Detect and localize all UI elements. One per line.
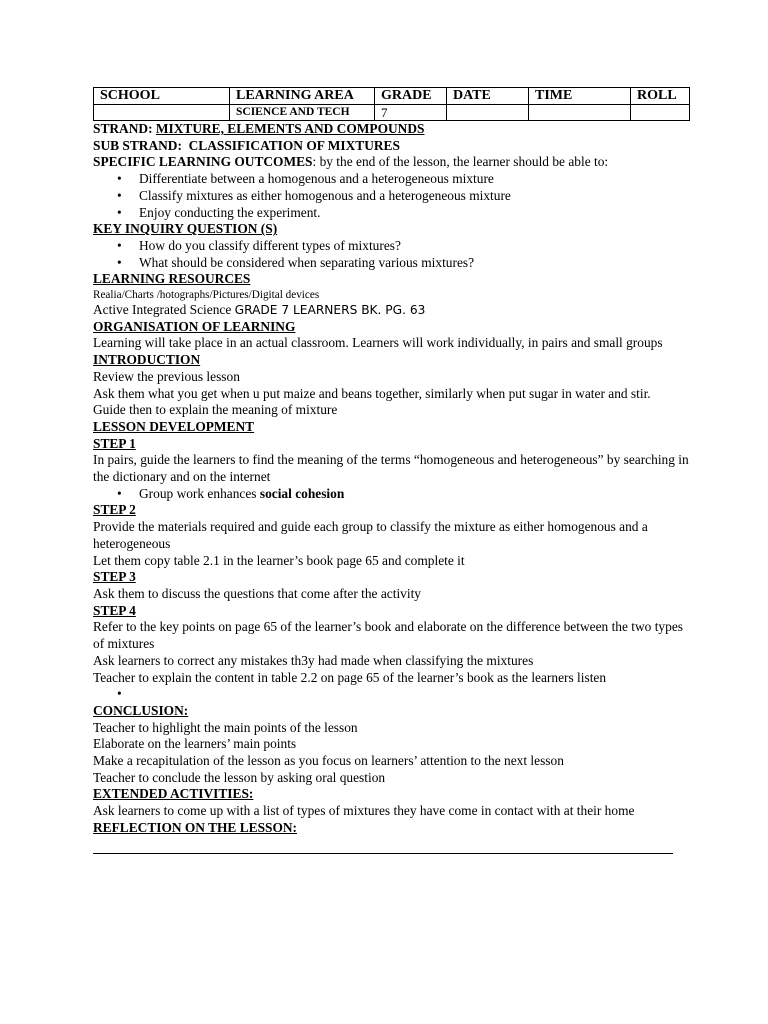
extended-text: Ask learners to come up with a list of types of mixtures they have come in contact with at their home [93,803,635,819]
step-1-heading: STEP 1 [93,435,136,451]
list-item: • Classify mixtures as either homogenous and a heterogeneous mixture [139,188,691,205]
step-2-line: Provide the materials required and guide each group to classify the mixture as either homogenous and a heterogeneous [93,519,648,551]
introduction-line: Guide then to explain the meaning of mixture [93,402,338,418]
step-4-line: Ask learners to correct any mistakes th3y had made when classifying the mixtures [93,652,534,668]
list-item: • How do you classify different types of mixtures? [139,238,691,255]
strand-value: MIXTURE, ELEMENTS AND COMPOUNDS [155,121,425,136]
step-4-heading: STEP 4 [93,602,136,618]
list-item: • Differentiate between a homogenous and a heterogeneous mixture [139,171,691,188]
empty-bullet-list [93,686,691,703]
reflection-answer-line [93,837,673,854]
strand-line: STRAND: MIXTURE, ELEMENTS AND COMPOUNDS [93,121,425,136]
outcomes-intro [93,154,691,171]
outcomes-intro-text: : by the end of the lesson, the learner should be able to: [312,154,609,170]
col-learning-area: LEARNING AREA [230,88,375,105]
bullet-text: Group work enhances [139,485,260,501]
outcomes-label: SPECIFIC LEARNING OUTCOMES [93,154,313,170]
col-roll: ROLL [631,88,690,105]
step-2-line: Let them copy table 2.1 in the learner’s book page 65 and complete it [93,552,465,568]
step-3-text: Ask them to discuss the questions that come after the activity [93,585,421,601]
organisation-text: Learning will take place in an actual classroom. Learners will work individually, in pairs and small groups [93,335,663,351]
conclusion-line: Elaborate on the learners’ main points [93,736,297,752]
key-inquiry-list [93,238,691,271]
val-date [447,105,529,121]
val-learning-area: SCIENCE AND TECH [230,105,375,121]
introduction-line: Ask them what you get when u put maize and beans together, similarly when put sugar in water and stir. [93,385,651,401]
col-school: SCHOOL [94,88,230,105]
conclusion-line: Teacher to highlight the main points of the lesson [93,719,358,735]
sub-strand-line: SUB STRAND: CLASSIFICATION OF MIXTURES [93,137,400,153]
val-roll [631,105,690,121]
resources-line-2 [93,302,691,319]
key-inquiry-heading: KEY INQUIRY QUESTION (S) [93,221,278,237]
conclusion-line: Make a recapitulation of the lesson as you focus on learners’ attention to the next lesson [93,753,564,769]
list-item [139,686,691,703]
list-item: • Enjoy conducting the experiment. [139,205,691,222]
val-grade: 7 [375,105,447,121]
step-1-list [93,486,691,503]
conclusion-heading: CONCLUSION: [93,702,189,718]
resources-book-ref: GRADE 7 LEARNERS BK. PG. 63 [234,303,426,318]
sub-strand-value: CLASSIFICATION OF MIXTURES [188,137,400,153]
development-heading: LESSON DEVELOPMENT [93,418,255,434]
resources-heading: LEARNING RESOURCES [93,271,251,287]
sub-strand-label: SUB STRAND [93,137,178,153]
list-item [139,486,691,503]
step-2-heading: STEP 2 [93,502,136,518]
header-table [93,87,690,121]
col-time: TIME [529,88,631,105]
resources-line-1: Realia/Charts /hotographs/Pictures/Digital devices [93,289,320,302]
introduction-heading: INTRODUCTION [93,352,201,368]
organisation-heading: ORGANISATION OF LEARNING [93,318,296,334]
outcomes-list [93,171,691,221]
step-1-text: In pairs, guide the learners to find the meaning of the terms “homogeneous and heterogeneous” by searching in the dictionary and on the internet [93,452,689,485]
lesson-plan-page [93,87,691,854]
col-grade: GRADE [375,88,447,105]
reflection-heading: REFLECTION ON THE LESSON: [93,819,298,835]
extended-heading: EXTENDED ACTIVITIES: [93,786,254,802]
col-date: DATE [447,88,529,105]
strand-label: STRAND [93,121,149,136]
list-item: • What should be considered when separating various mixtures? [139,255,691,272]
bullet-bold-text: social cohesion [259,485,345,501]
resources-book: Active Integrated Science [93,302,235,318]
val-school [94,105,230,121]
introduction-line: Review the previous lesson [93,368,240,384]
val-time [529,105,631,121]
step-3-heading: STEP 3 [93,569,136,585]
step-4-line: Refer to the key points on page 65 of the learner’s book and elaborate on the difference between the two types of mixtures [93,619,683,652]
conclusion-line: Teacher to conclude the lesson by asking oral question [93,769,386,785]
step-4-line: Teacher to explain the content in table 2.2 on page 65 of the learner’s book as the learners listen [93,669,607,685]
